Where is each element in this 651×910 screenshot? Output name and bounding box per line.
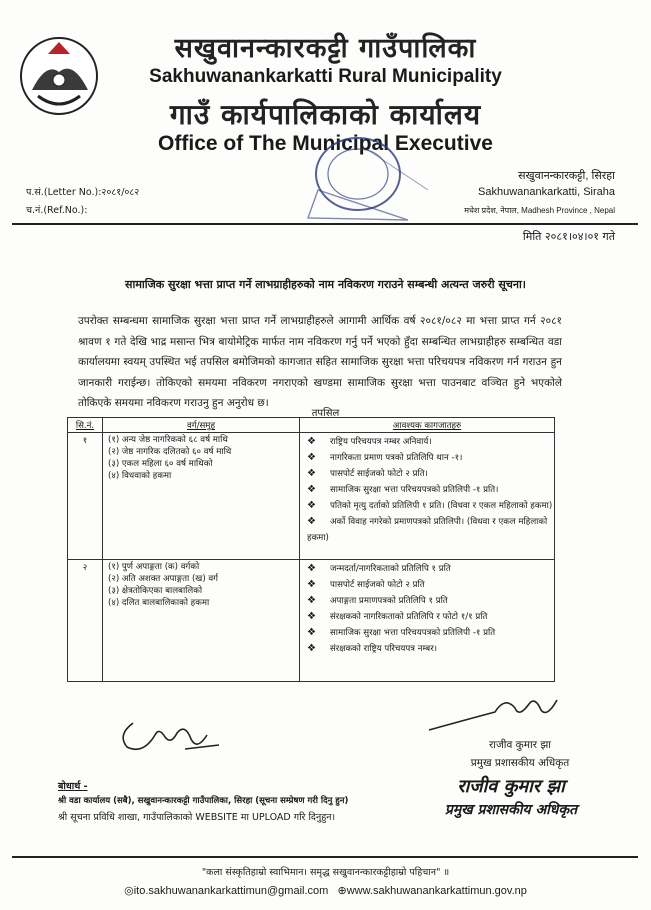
- diamond-bullet-icon: ❖: [307, 611, 316, 622]
- row-sn: १: [68, 433, 103, 560]
- letter-number: प.सं.(Letter No.):२०८१/०८२: [26, 187, 140, 198]
- title-stamp: प्रमुख प्रशासकीय अधिकृत: [444, 802, 578, 818]
- address-np: सखुवानन्कारकट्टी, सिरहा: [518, 170, 615, 182]
- requirements-table: [67, 417, 555, 682]
- document-item: ❖ सामाजिक सुरक्षा भत्ता परिचयपत्रको प्रतिलिपी -१ प्रति।: [307, 484, 499, 495]
- category-item: (४) विधवाको हकमा: [108, 471, 172, 481]
- category-item: (३) एकल महिला ६० वर्ष माथिको: [108, 459, 213, 469]
- signatory-title: प्रमुख प्रशासकीय अधिकृत: [470, 757, 570, 769]
- row-categories: [103, 560, 300, 682]
- cc-label: बोधार्थ -: [58, 781, 88, 792]
- diamond-bullet-icon: ❖: [307, 516, 316, 527]
- name-stamp: राजीव कुमार झा: [457, 776, 565, 797]
- notice-body: उपरोक्त सम्बन्धमा सामाजिक सुरक्षा भत्ता प्राप्त गर्ने लाभग्राहीहरुले आगामी आर्थिक वर्ष २०८१/०८२ मा भत्ता प्राप्त गर्न २०८१ श्रावण १ गते देखि भाद्र मसान्त भित्र बायोमेट्रिक मार्फत नाम नविकरण गर्नु पर्ने भएको हुँदा सम्बन्धित लाभग्राहीहरु सम्बन्धित वडा कार्यालयमा स्वयम् उपस्थित भई तपसिल बमोजिमको कागजात सहित सामाजिक सुरक्षा भत्ता परिचयपत्र नविकरण गर्न गराउन हुन जानकारी गराईन्छ। तोकिएको समयमा नविकरण नगराएको खण्डमा सामाजिक सुरक्षा भत्ता पाउनबाट वञ्चित हुने भएकोले तोकिएके समयमा नविकरण गराउनु हुन अनुरोध छ।: [78, 315, 562, 409]
- document-item: ❖ पतिको मृत्यु दर्ताको प्रतिलिपी १ प्रति। (विधवा र एकल महिलाको हकमा): [307, 500, 553, 511]
- diamond-bullet-icon: ❖: [307, 627, 316, 638]
- letter-date: मिति २०८१।०४।०१ गते: [522, 230, 615, 243]
- office-name-np: गाउँ कार्यपालिकाको कार्यालय: [169, 98, 482, 131]
- footer-motto: "कला संस्कृतिहाम्रो स्वाभिमान। समृद्ध सखुवानन्कारकट्टीहाम्रो पहिचान" ॥: [201, 867, 450, 878]
- document-item: ❖ नागरिकता प्रमाण पत्रको प्रतिलिपि थान -१।: [307, 452, 463, 463]
- document-item: ❖ पासपोर्ट साईजको फोटो २ प्रति।: [307, 468, 428, 479]
- email-icon: ◎: [124, 885, 134, 897]
- document-item: ❖ अर्को विवाह नगरेको प्रमाणपत्रको प्रतिलिपी। (विधवा र एकल महिलाको हकमा): [307, 516, 548, 543]
- document-item: ❖ सामाजिक सुरक्षा भत्ता परिचयपत्रको प्रतिलिपी -१ प्रति: [307, 627, 496, 638]
- category-item: (१) पुर्ण अपाङ्गता (क) वर्गको: [108, 562, 200, 572]
- col-header-category: वर्ग/समुह: [103, 418, 300, 433]
- category-item: (२) जेष्ठ नागरिक दलितको ६० वर्ष माथि: [108, 447, 232, 457]
- document-item: ❖ जन्मदर्ता/नागरिकताको प्रतिलिपि १ प्रति: [307, 563, 451, 574]
- document-item: ❖ संरक्षकको नागरिकताको प्रतिलिपि र फोटो १/१ प्रति: [307, 611, 488, 622]
- row-documents: [300, 433, 555, 560]
- category-item: (३) क्षेत्रतोकिएका बालबालिको: [108, 586, 203, 596]
- cc-line-1: श्री वडा कार्यालय (सबै), सखुवानन्कारकट्टी गाउँपालिका, सिरहा (सूचना सम्प्रेषण गरी दिनु हुन): [58, 796, 349, 806]
- table-row: [68, 433, 555, 560]
- document-item: ❖ राष्ट्रिय परिचयपत्र नम्बर अनिवार्य।: [307, 436, 432, 447]
- category-item: (२) अति अशक्त अपाङ्गता (ख) वर्ग: [108, 574, 219, 584]
- row-documents: [300, 560, 555, 682]
- category-item: (१) अन्य जेष्ठ नागरिकको ६८ वर्ष माथि: [108, 435, 228, 445]
- diamond-bullet-icon: ❖: [307, 579, 316, 590]
- left-handwritten-signature: [115, 705, 225, 760]
- table-row: [68, 560, 555, 682]
- municipality-name-en: Sakhuwanankarkatti Rural Municipality: [149, 66, 502, 87]
- col-header-documents: आवश्यक कागजातहरु: [300, 418, 555, 433]
- province-line: मधेश प्रदेश, नेपाल, Madhesh Province , Nepal: [464, 206, 615, 215]
- diamond-bullet-icon: ❖: [307, 484, 316, 495]
- tapsil-heading: तपसिल: [311, 408, 340, 419]
- diamond-bullet-icon: ❖: [307, 563, 316, 574]
- row-sn: २: [68, 560, 103, 682]
- cc-line-2: श्री सूचना प्रविधि शाखा, गाउँपालिकाको WEBSITE मा UPLOAD गरि दिनुहुन।: [58, 812, 336, 823]
- signatory-name: राजीव कुमार झा: [488, 739, 552, 751]
- category-item: (४) दलित बालबालिकाको हकमा: [108, 598, 210, 608]
- diamond-bullet-icon: ❖: [307, 595, 316, 606]
- document-item: ❖ संरक्षकको राष्ट्रिय परिचयपत्र नम्बर।: [307, 643, 437, 654]
- diamond-bullet-icon: ❖: [307, 643, 316, 654]
- right-handwritten-signature: [425, 690, 565, 735]
- document-item: ❖ अपाङ्गता प्रमाणपत्रको प्रतिलिपि १ प्रति: [307, 595, 448, 606]
- col-header-sn: सि.नं.: [68, 418, 103, 433]
- table-header-row: [68, 418, 555, 433]
- municipality-name-np: सखुवानन्कारकट्टी गाउँपालिका: [174, 33, 477, 64]
- office-seal-stamp: [298, 130, 448, 238]
- footer-divider: [12, 856, 638, 858]
- row-categories: [103, 433, 300, 560]
- reference-number: च.नं.(Ref.No.):: [26, 205, 88, 216]
- footer-contacts: [0, 884, 651, 897]
- globe-icon: ⊕: [337, 885, 347, 897]
- address-en: Sakhuwanankarkatti, Siraha: [478, 186, 615, 198]
- header-divider: [12, 223, 638, 225]
- notice-subject: सामाजिक सुरक्षा भत्ता प्राप्त गर्ने लाभग्राहीहरुको नाम नविकरण गराउने सम्बन्धी अत्यन्त जरुरी सूचना।: [125, 278, 526, 291]
- diamond-bullet-icon: ❖: [307, 436, 316, 447]
- footer-website[interactable]: www.sakhuwanankarkattimun.gov.np: [346, 885, 527, 897]
- diamond-bullet-icon: ❖: [307, 452, 316, 463]
- office-name-en: Office of The Municipal Executive: [158, 132, 493, 155]
- footer-email[interactable]: ito.sakhuwanankarkattimun@gmail.com: [133, 885, 329, 897]
- diamond-bullet-icon: ❖: [307, 500, 316, 511]
- document-item: ❖ पासपोर्ट साईजको फोटो २ प्रति: [307, 579, 425, 590]
- diamond-bullet-icon: ❖: [307, 468, 316, 479]
